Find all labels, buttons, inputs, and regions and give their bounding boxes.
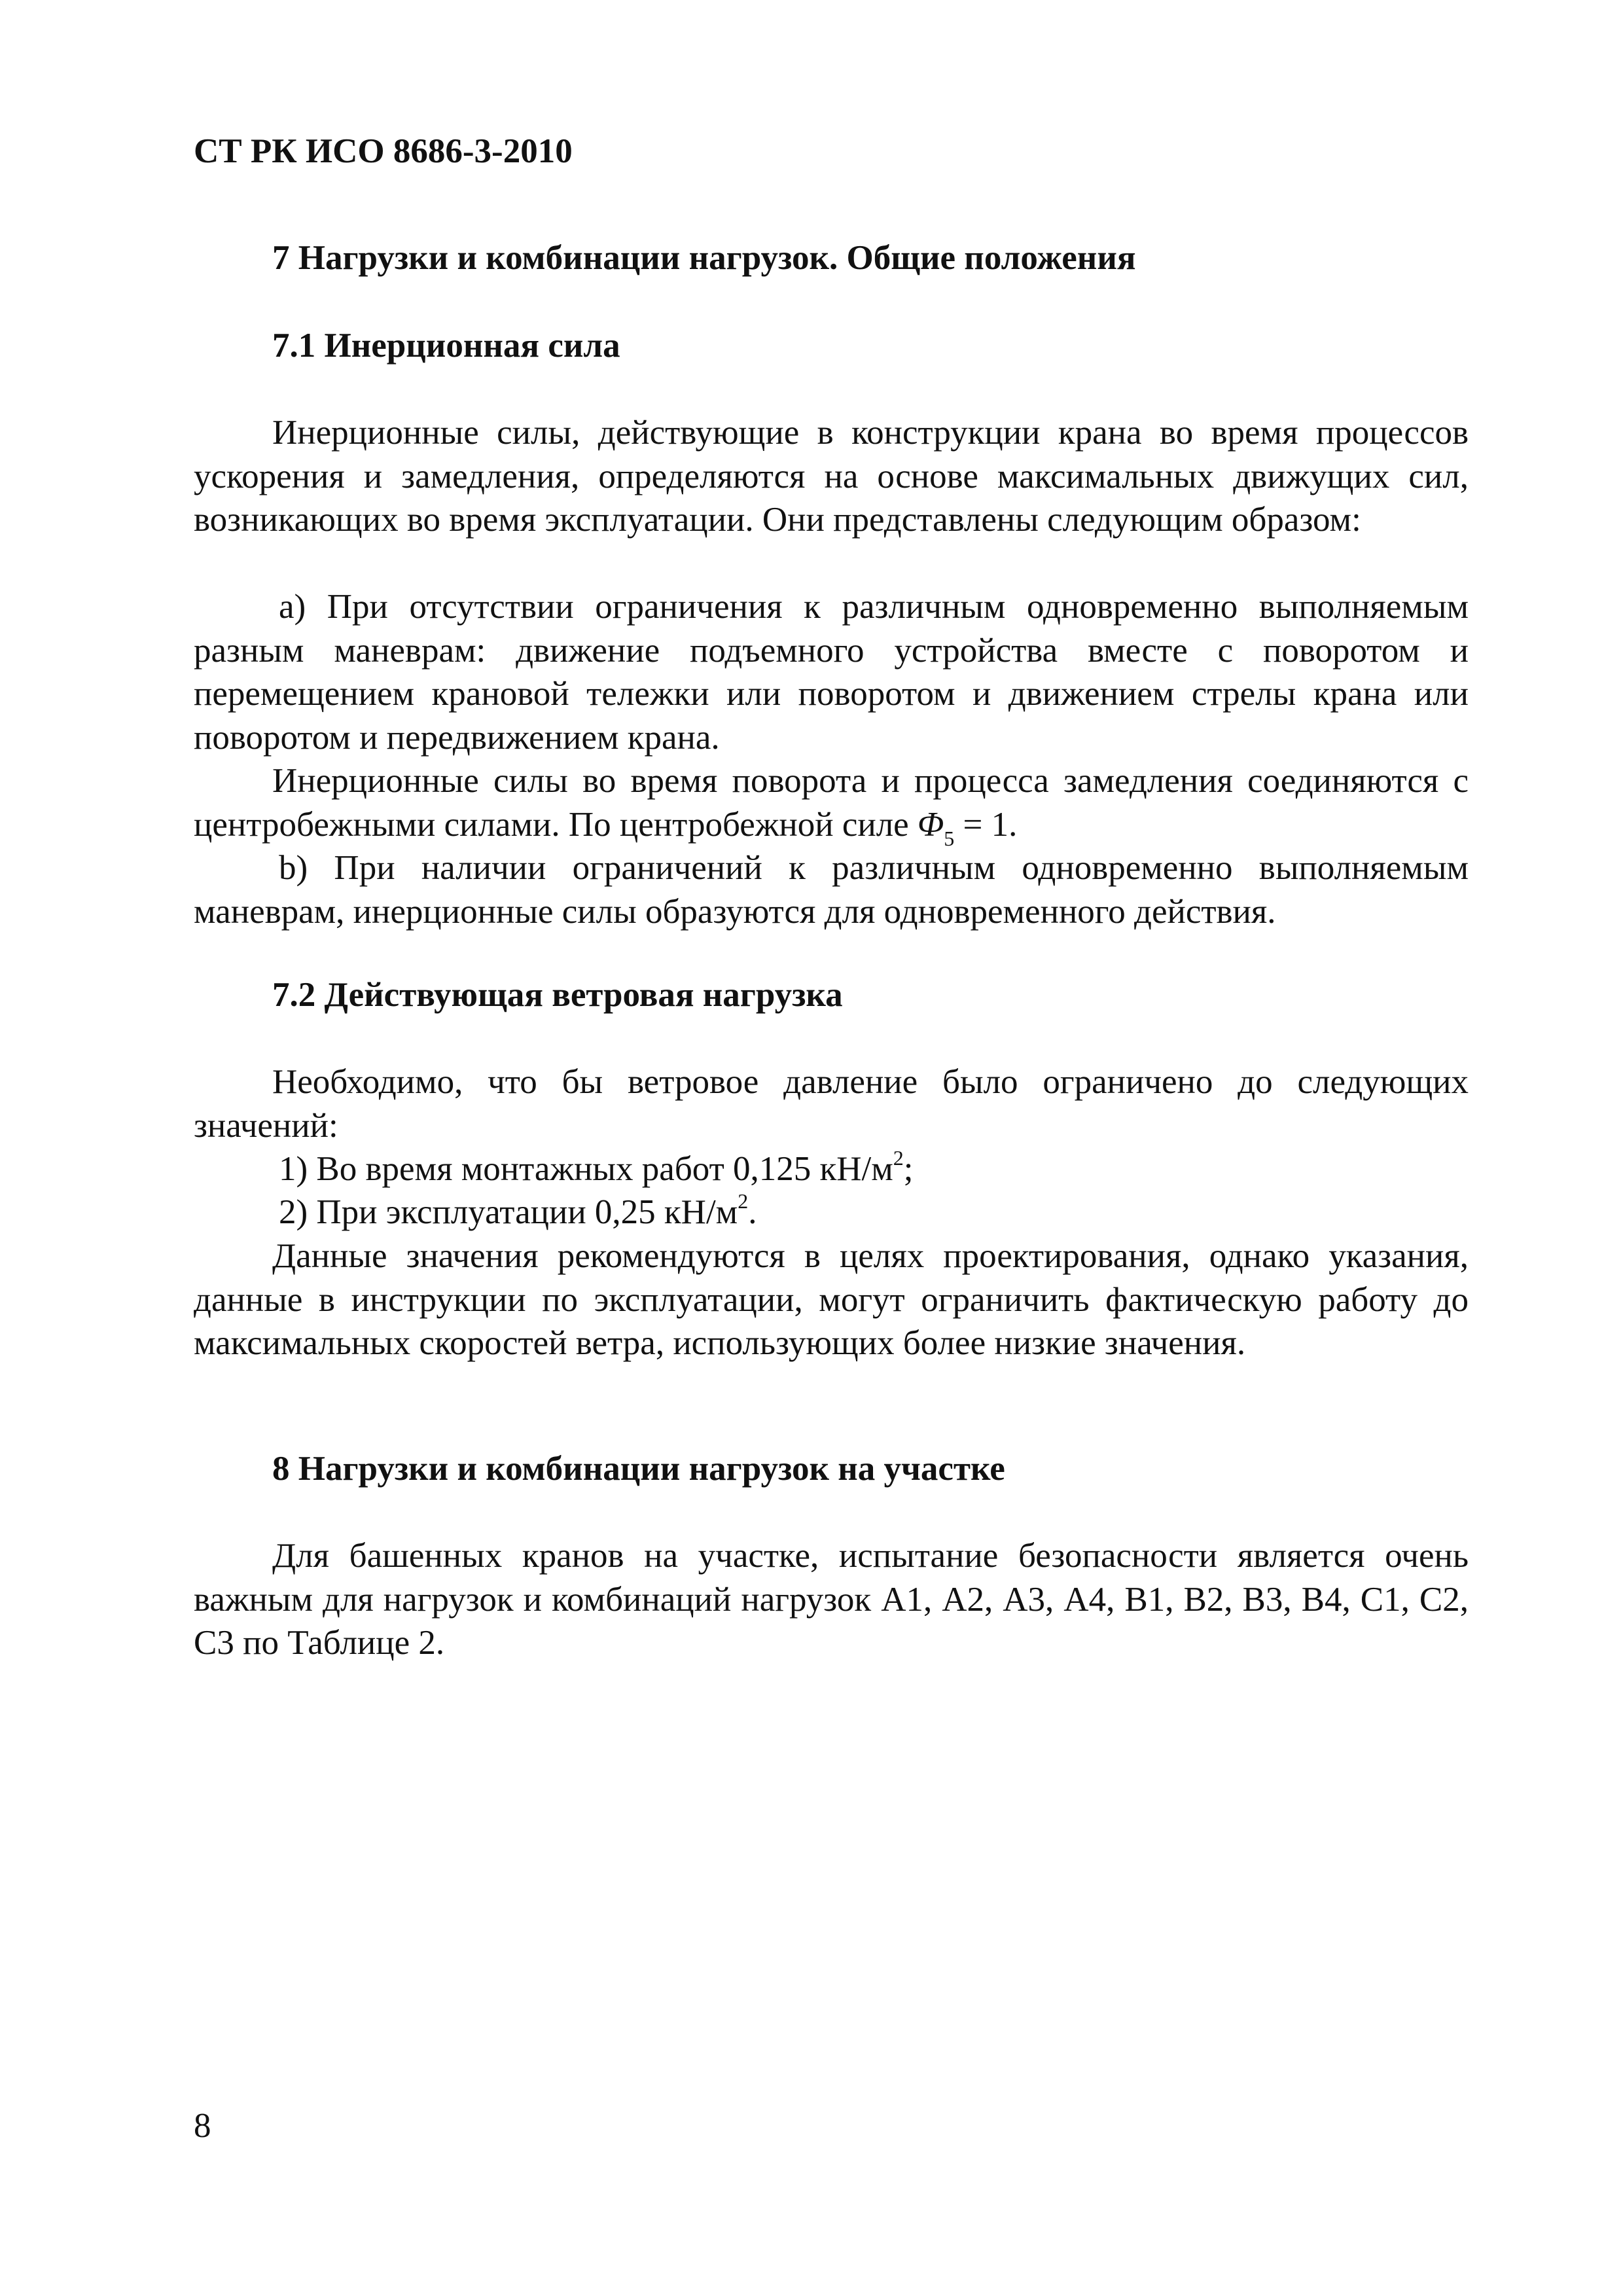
section-7-2-heading: 7.2 Действующая ветровая нагрузка: [272, 976, 843, 1014]
section-8-paragraph: Для башенных кранов на участке, испытание безопасности является очень важным для нагрузок и комбинаций нагрузок А1, А2, А3, А4, В1, В2, В3, В4, С1, С2, С3 по Таблице 2.: [194, 1537, 1469, 1662]
section-7-1-centrifugal-paragraph: [194, 759, 1469, 851]
section-7-1-item-a: а) При отсутствии ограничения к различным одновременно выполняемым разным маневрам: движение подъемного устройства вместе с поворотом и перемещением крановой тележки или поворотом и движением стрелы крана или поворотом и передвижением крана.: [194, 588, 1469, 757]
wind-item-1-text: 1) Во время монтажных работ 0,125 кН/м: [279, 1150, 893, 1188]
formula-tail: = 1.: [954, 805, 1018, 844]
section-7-2-intro-paragraph: Необходимо, что бы ветровое давление было ограничено до следующих значений:: [194, 1063, 1469, 1145]
section-8-heading: 8 Нагрузки и комбинации нагрузок на участке: [272, 1450, 1005, 1488]
centrifugal-formula: [917, 805, 1018, 851]
section-7-1-intro-paragraph: Инерционные силы, действующие в конструкции крана во время процессов ускорения и замедления, определяются на основе максимальных движущих сил, возникающих во время эксплуатации. Они представлены следующим образом:: [194, 414, 1469, 539]
page-number: 8: [194, 2107, 211, 2145]
phi-symbol: Φ: [917, 805, 944, 844]
section-7-heading: 7 Нагрузки и комбинации нагрузок. Общие положения: [272, 239, 1136, 277]
wind-item-2: [279, 1191, 757, 1234]
document-id: СТ РК ИСО 8686-3-2010: [194, 132, 573, 170]
wind-item-1: [279, 1147, 914, 1191]
wind-item-2-sup: 2: [738, 1189, 749, 1213]
wind-item-2-text: 2) При эксплуатации 0,25 кН/м: [279, 1193, 738, 1231]
centrifugal-text: Инерционные силы во время поворота и процесса замедления соединяются с центробежными силами. По центробежной силе: [194, 762, 1469, 844]
section-7-1-heading: 7.1 Инерционная сила: [272, 327, 620, 365]
section-7-1-item-b: b) При наличии ограничений к различным одновременно выполняемым маневрам, инерционные силы образуются для одновременного действия.: [194, 849, 1469, 931]
wind-item-1-tail: ;: [903, 1150, 914, 1188]
wind-item-1-sup: 2: [893, 1146, 904, 1170]
wind-item-2-tail: .: [748, 1193, 757, 1231]
phi-subscript: 5: [944, 827, 955, 851]
section-7-2-recommendation-paragraph: Данные значения рекомендуются в целях проектирования, однако указания, данные в инструкции по эксплуатации, могут ограничить фактическую работу до максимальных скоростей ветра, использующих более низкие значения.: [194, 1237, 1469, 1362]
